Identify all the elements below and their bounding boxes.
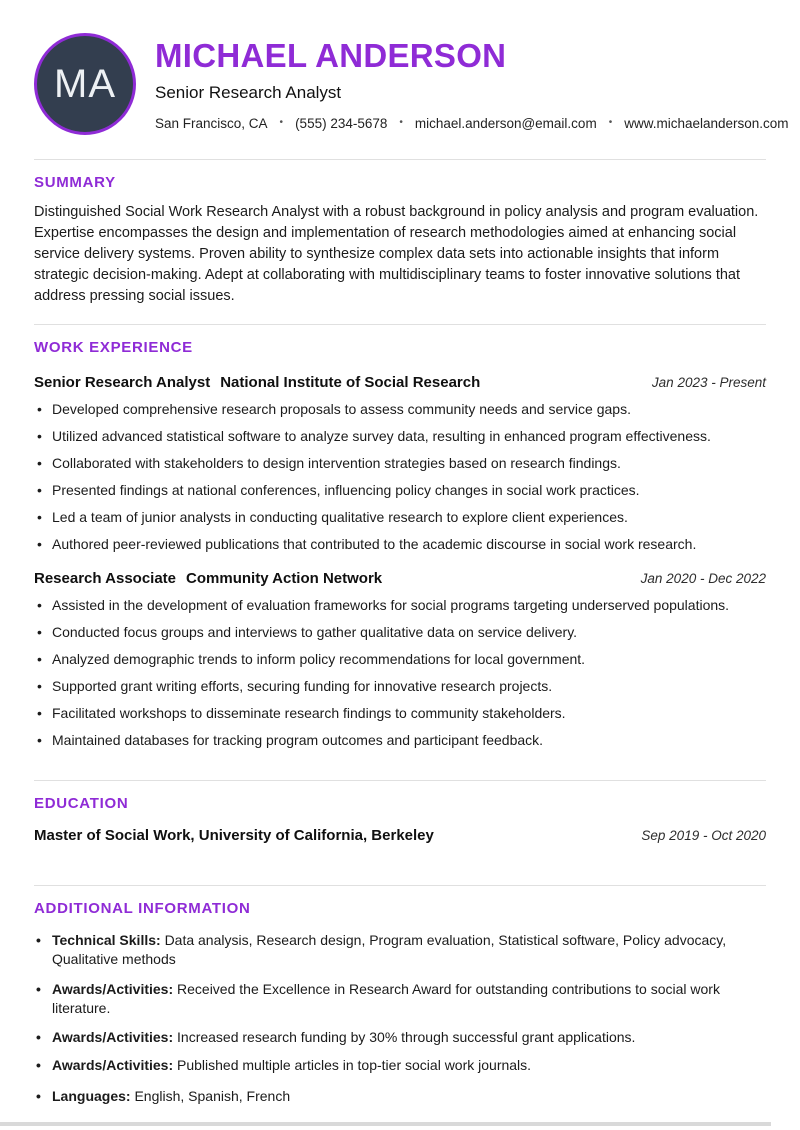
job-bullet: • Developed comprehensive research proposals to assess community needs and service gaps.: [34, 400, 766, 418]
education-heading: EDUCATION: [34, 794, 129, 812]
dot-separator-icon: •: [399, 117, 403, 129]
contact-row: [155, 116, 789, 131]
job-bullet: • Facilitated workshops to disseminate research findings to community stakeholders.: [34, 704, 766, 722]
job-company: Community Action Network: [186, 570, 383, 588]
candidate-name: MICHAEL ANDERSON: [155, 37, 507, 74]
education-section: [34, 780, 766, 860]
info-item: [34, 931, 766, 969]
job-entry: [34, 374, 766, 553]
info-item: [34, 1087, 766, 1106]
job-title-company: [34, 570, 382, 587]
job-company: National Institute of Social Research: [220, 374, 481, 392]
job-dates: Jan 2020 - Dec 2022: [640, 571, 766, 587]
additional-info-heading: ADDITIONAL INFORMATION: [34, 899, 251, 917]
education-dates: Sep 2019 - Oct 2020: [641, 827, 766, 843]
additional-info-section: [34, 885, 766, 1106]
education-degree: Master of Social Work, University of California, Berkeley: [34, 826, 434, 844]
job-bullet-list: [34, 400, 766, 553]
info-label: Awards/Activities:: [52, 1057, 174, 1074]
job-dates: Jan 2023 - Present: [651, 375, 766, 391]
info-label: Awards/Activities:: [52, 1028, 174, 1045]
info-item: [34, 1028, 766, 1047]
job-bullet: • Assisted in the development of evaluation frameworks for social programs targeting underserved populations.: [34, 596, 766, 614]
info-text: Published multiple articles in top-tier social work journals.: [177, 1057, 532, 1074]
info-item: [34, 980, 766, 1018]
header-text-block: [155, 33, 789, 131]
job-bullet: • Conducted focus groups and interviews to gather qualitative data on service delivery.: [34, 623, 766, 641]
job-header: [34, 570, 766, 587]
candidate-job-title: Senior Research Analyst: [155, 82, 342, 102]
job-title: Senior Research Analyst: [34, 374, 211, 392]
contact-location: San Francisco, CA: [155, 115, 268, 131]
education-entry: [34, 827, 766, 844]
info-text: English, Spanish, French: [134, 1088, 291, 1105]
job-bullet: • Authored peer-reviewed publications that contributed to the academic discourse in social work research.: [34, 535, 766, 553]
job-bullet: • Analyzed demographic trends to inform policy recommendations for local government.: [34, 650, 766, 668]
dot-separator-icon: •: [608, 117, 613, 129]
job-entry: [34, 570, 766, 749]
job-bullet: • Supported grant writing efforts, securing funding for innovative research projects.: [34, 677, 766, 695]
summary-text: Distinguished Social Work Research Analyst with a robust background in policy analysis and program evaluation. Expertise encompasses the design and implementation of research methodologies aimed at enhancing social service delivery systems. Proven ability to synthesize complex data sets into actionable insights that inform strategic decision-making. Adept at collaborating with multidisciplinary teams to foster innovative solutions that address pressing social issues.: [34, 204, 759, 305]
info-label: Awards/Activities:: [52, 981, 174, 998]
contact-website: www.michaelanderson.com: [624, 115, 789, 131]
job-title-company: [34, 374, 480, 391]
job-bullet: • Utilized advanced statistical software to analyze survey data, resulting in enhanced program effectiveness.: [34, 427, 766, 445]
summary-section: [34, 159, 766, 307]
summary-heading: SUMMARY: [34, 174, 116, 191]
contact-phone: (555) 234-5678: [295, 115, 388, 131]
experience-heading: WORK EXPERIENCE: [34, 339, 193, 357]
page-break-divider: [0, 1122, 771, 1126]
info-item: [34, 1056, 766, 1075]
resume-header: [34, 33, 789, 135]
contact-email: michael.anderson@email.com: [414, 115, 597, 131]
additional-info-list: [34, 931, 766, 1106]
avatar: [34, 33, 136, 135]
job-title: Research Associate: [34, 570, 177, 588]
avatar-initials: MA: [54, 61, 116, 106]
job-bullet: • Maintained databases for tracking program outcomes and participant feedback.: [34, 731, 766, 749]
job-bullet: • Led a team of junior analysts in conducting qualitative research to explore client experiences.: [34, 508, 766, 526]
job-bullet-list: [34, 596, 766, 749]
job-header: [34, 374, 766, 391]
info-text: Increased research funding by 30% through successful grant applications.: [177, 1028, 636, 1045]
dot-separator-icon: •: [279, 117, 284, 129]
info-label: Languages:: [52, 1088, 131, 1105]
info-text: Data analysis, Research design, Program evaluation, Statistical software, Policy advocacy, Qualitative methods: [52, 931, 727, 967]
experience-section: [34, 324, 766, 750]
info-text: Received the Excellence in Research Award for outstanding contributions to social work literature.: [52, 981, 720, 1017]
info-label: Technical Skills:: [52, 931, 161, 948]
job-bullet: • Presented findings at national conferences, influencing policy changes in social work practices.: [34, 481, 766, 499]
job-bullet: • Collaborated with stakeholders to design intervention strategies based on research findings.: [34, 454, 766, 472]
